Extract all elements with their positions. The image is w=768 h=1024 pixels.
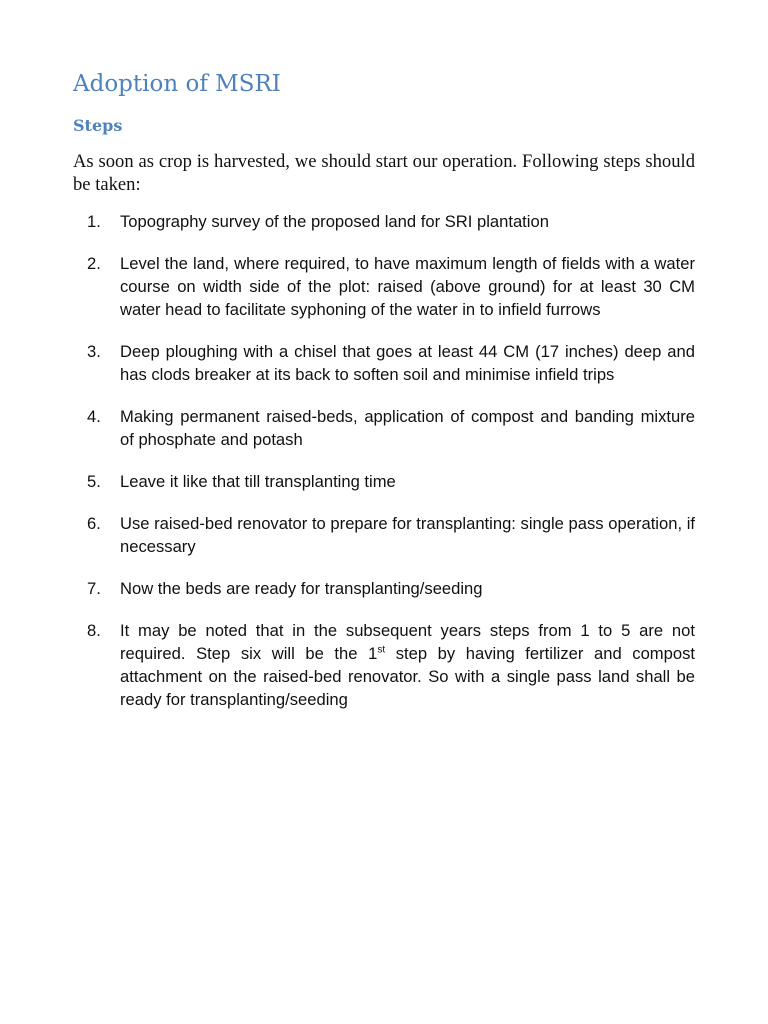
list-item-step-4 <box>73 405 695 451</box>
step-number: 5. <box>87 472 101 491</box>
list-item-step-1 <box>73 210 695 233</box>
step-number: 6. <box>87 514 101 533</box>
step-text: Leave it like that till transplanting time <box>120 472 396 491</box>
step-text <box>120 619 695 711</box>
step-text: Making permanent raised-beds, application of compost and banding mixture of phosphate and potash <box>120 407 695 449</box>
step-number: 3. <box>87 342 101 361</box>
step-text: Deep ploughing with a chisel that goes at least 44 CM (17 inches) deep and has clods breaker at its back to soften soil and minimise infield trips <box>120 342 695 384</box>
list-item-step-2 <box>73 252 695 321</box>
step-text-before-superscript: It may be noted that in the subsequent years steps from 1 to 5 are not required. Step six will be the 1 <box>120 621 695 663</box>
step-text: Use raised-bed renovator to prepare for transplanting: single pass operation, if necessary <box>120 514 695 556</box>
intro-paragraph: As soon as crop is harvested, we should start our operation. Following steps should be taken: <box>73 151 695 195</box>
list-item-step-7 <box>73 577 695 600</box>
list-item-step-6 <box>73 512 695 558</box>
list-item-step-5 <box>73 470 695 493</box>
steps-list <box>73 210 695 730</box>
step-number: 2. <box>87 254 101 273</box>
step-number: 1. <box>87 212 101 231</box>
list-item-step-3 <box>73 340 695 386</box>
step-text: Topography survey of the proposed land for SRI plantation <box>120 212 549 231</box>
step-number: 8. <box>87 621 101 640</box>
list-item-step-8 <box>73 619 695 711</box>
step-text-after-superscript: step by having fertilizer and compost attachment on the raised-bed renovator. So with a single pass land shall be ready for transplanting/seeding <box>120 644 695 709</box>
section-heading-steps: Steps <box>73 116 123 135</box>
step-text: Level the land, where required, to have maximum length of fields with a water course on width side of the plot: raised (above ground) for at least 30 CM water head to facilitate syphoning of the water in to infield furrows <box>120 254 695 319</box>
ordinal-superscript: st <box>377 644 386 656</box>
step-number: 4. <box>87 407 101 426</box>
document-title: Adoption of MSRI <box>73 71 281 97</box>
step-text: Now the beds are ready for transplanting/seeding <box>120 579 483 598</box>
step-number: 7. <box>87 579 101 598</box>
